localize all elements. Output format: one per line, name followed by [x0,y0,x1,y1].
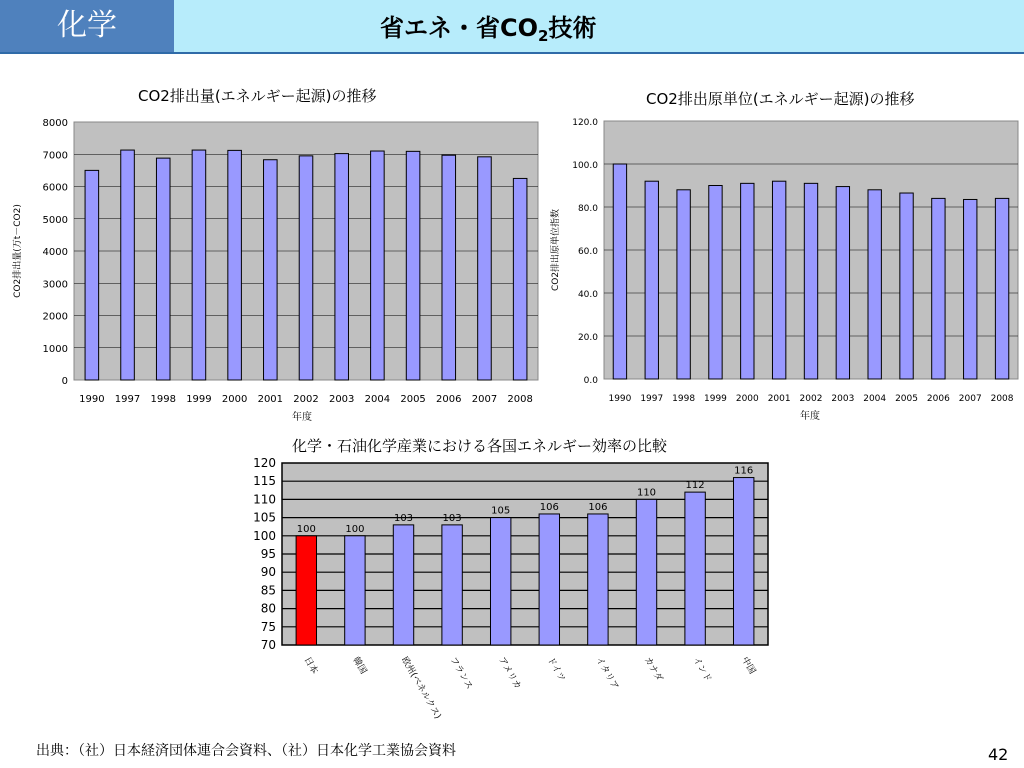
x-tick-label: 2006 [436,394,462,405]
chart1-title: CO2排出量(エネルギー起源)の推移 [138,87,377,105]
y-tick-label: 1000 [42,343,68,355]
x-tick-label: 2001 [257,394,284,405]
x-tick-label: 1998 [672,394,696,404]
intensity-chart [540,105,1024,425]
y-tick-label: 120 [253,456,276,470]
bar [442,525,462,645]
bar [85,170,99,380]
x-tick-label: 日本 [301,655,320,677]
y-tick-label: 70 [260,638,276,652]
bar [539,514,559,645]
data-label: 106 [588,501,608,513]
bar [478,157,492,380]
x-tick-label: 2004 [863,394,887,404]
bar [442,155,456,380]
bar [371,151,385,380]
bar [995,198,1008,379]
bar [156,158,170,380]
bar [192,150,206,380]
y-tick-label: 85 [260,583,276,598]
data-label: 112 [685,480,705,492]
bar [345,536,365,645]
data-label: 100 [296,523,316,535]
bar [804,183,817,379]
y-tick-label: 120.0 [572,118,598,128]
bar [393,525,413,645]
bar [588,514,608,645]
data-label: 100 [345,523,365,535]
x-tick-label: 1997 [640,394,664,404]
bar [772,181,785,379]
page-number: 42 [988,745,1009,764]
x-tick-label: 2005 [400,394,426,405]
chart3-title: 化学・石油化学産業における各国エネルギー効率の比較 [292,437,668,455]
y-tick-label: 8000 [42,118,68,129]
bar [836,187,849,379]
x-tick-label: 2000 [221,394,248,405]
x-tick-label: 2001 [767,394,791,404]
y-tick-label: 5000 [42,214,68,226]
bar [335,154,349,380]
bar [677,190,690,379]
data-label: 106 [539,501,559,513]
y-tick-label: 6000 [42,182,68,194]
slide-title [380,8,596,45]
y-tick-label: 0 [61,376,68,387]
bar [685,492,705,645]
x-tick-label: 1990 [79,394,105,405]
x-tick-label: 2003 [831,394,855,404]
data-label: 103 [393,512,414,524]
y-tick-label: 100 [253,528,276,543]
header-divider [0,52,1024,54]
emissions-chart [0,100,560,440]
bar [228,150,242,380]
x-tick-label: 1990 [608,394,632,404]
x-tick-label: 2006 [926,394,950,404]
y-tick-label: 80.0 [577,204,598,214]
bar [636,499,656,645]
y-tick-label: 110 [253,492,276,507]
bar [121,150,135,380]
efficiency-chart [250,455,790,735]
x-tick-label: アメリカ [496,655,523,692]
y-tick-label: 95 [260,547,276,561]
bar [406,151,420,380]
bar [900,193,913,379]
y-tick-label: 80 [260,601,276,616]
y-tick-label: 0.0 [583,376,598,386]
x-tick-label: 2003 [328,394,355,405]
x-tick-label: 2002 [293,394,319,405]
bar [964,199,977,379]
y-tick-label: 90 [260,565,276,580]
x-tick-label: 1999 [186,394,212,405]
x-tick-label: フランス [447,655,475,692]
y-tick-label: 100.0 [572,161,598,171]
x-tick-label: 2005 [895,394,918,404]
x-tick-label: 1999 [704,394,727,404]
y-axis-label: CO2排出量(万t－CO2) [13,204,23,298]
x-tick-label: 2007 [958,394,982,404]
bar [613,164,626,379]
bar [299,156,313,380]
data-label: 103 [442,512,462,524]
x-tick-label: カナダ [641,655,664,684]
bar [264,160,278,380]
x-tick-label: 2008 [507,394,533,405]
y-tick-label: 3000 [42,279,68,291]
bar [932,198,945,379]
y-tick-label: 7000 [42,150,68,162]
slide-title-end: 技術 [548,14,597,42]
chart2-title: CO2排出原単位(エネルギー起源)の推移 [646,90,915,108]
y-tick-label: 75 [260,619,276,634]
y-axis-label: CO2排出原単位指数 [551,208,561,292]
bar [733,478,753,645]
bar [490,518,510,645]
bar [296,536,316,645]
x-axis-label: 年度 [292,412,312,423]
x-tick-label: 1998 [150,394,176,405]
x-tick-label: 韓国 [350,655,368,677]
x-tick-label: 2007 [471,394,498,405]
x-tick-label: 2000 [735,394,759,404]
bar [513,178,527,380]
y-tick-label: 4000 [42,247,68,258]
slide-title-subscript: 2 [538,27,549,45]
bar [709,186,722,380]
y-tick-label: 60.0 [577,247,598,257]
slide-title-main: 省エネ・省CO [380,14,539,42]
data-label: 110 [636,487,657,499]
bar [645,181,658,379]
source-note: 出典：（社）日本経済団体連合会資料、（社）日本化学工業協会資料 [36,743,456,759]
bar [868,190,881,379]
y-tick-label: 20.0 [577,333,598,343]
x-axis-label: 年度 [800,411,820,422]
y-tick-label: 105 [253,510,276,525]
x-tick-label: 2004 [364,394,391,405]
y-tick-label: 2000 [42,311,68,323]
x-tick-label: 欧州(ベネルクス) [398,655,443,721]
data-label: 116 [734,465,754,477]
x-tick-label: 2008 [990,394,1014,404]
x-tick-label: ドイツ [544,655,567,684]
x-tick-label: 2002 [799,394,823,404]
x-tick-label: 1997 [114,394,141,405]
y-tick-label: 40.0 [577,290,598,300]
x-tick-label: 中国 [739,655,757,677]
bar [741,183,754,379]
x-tick-label: インド [690,655,713,684]
category-label: 化学 [57,8,117,43]
data-label: 105 [491,505,511,517]
y-tick-label: 115 [253,474,276,489]
x-tick-label: イタリア [593,655,620,692]
